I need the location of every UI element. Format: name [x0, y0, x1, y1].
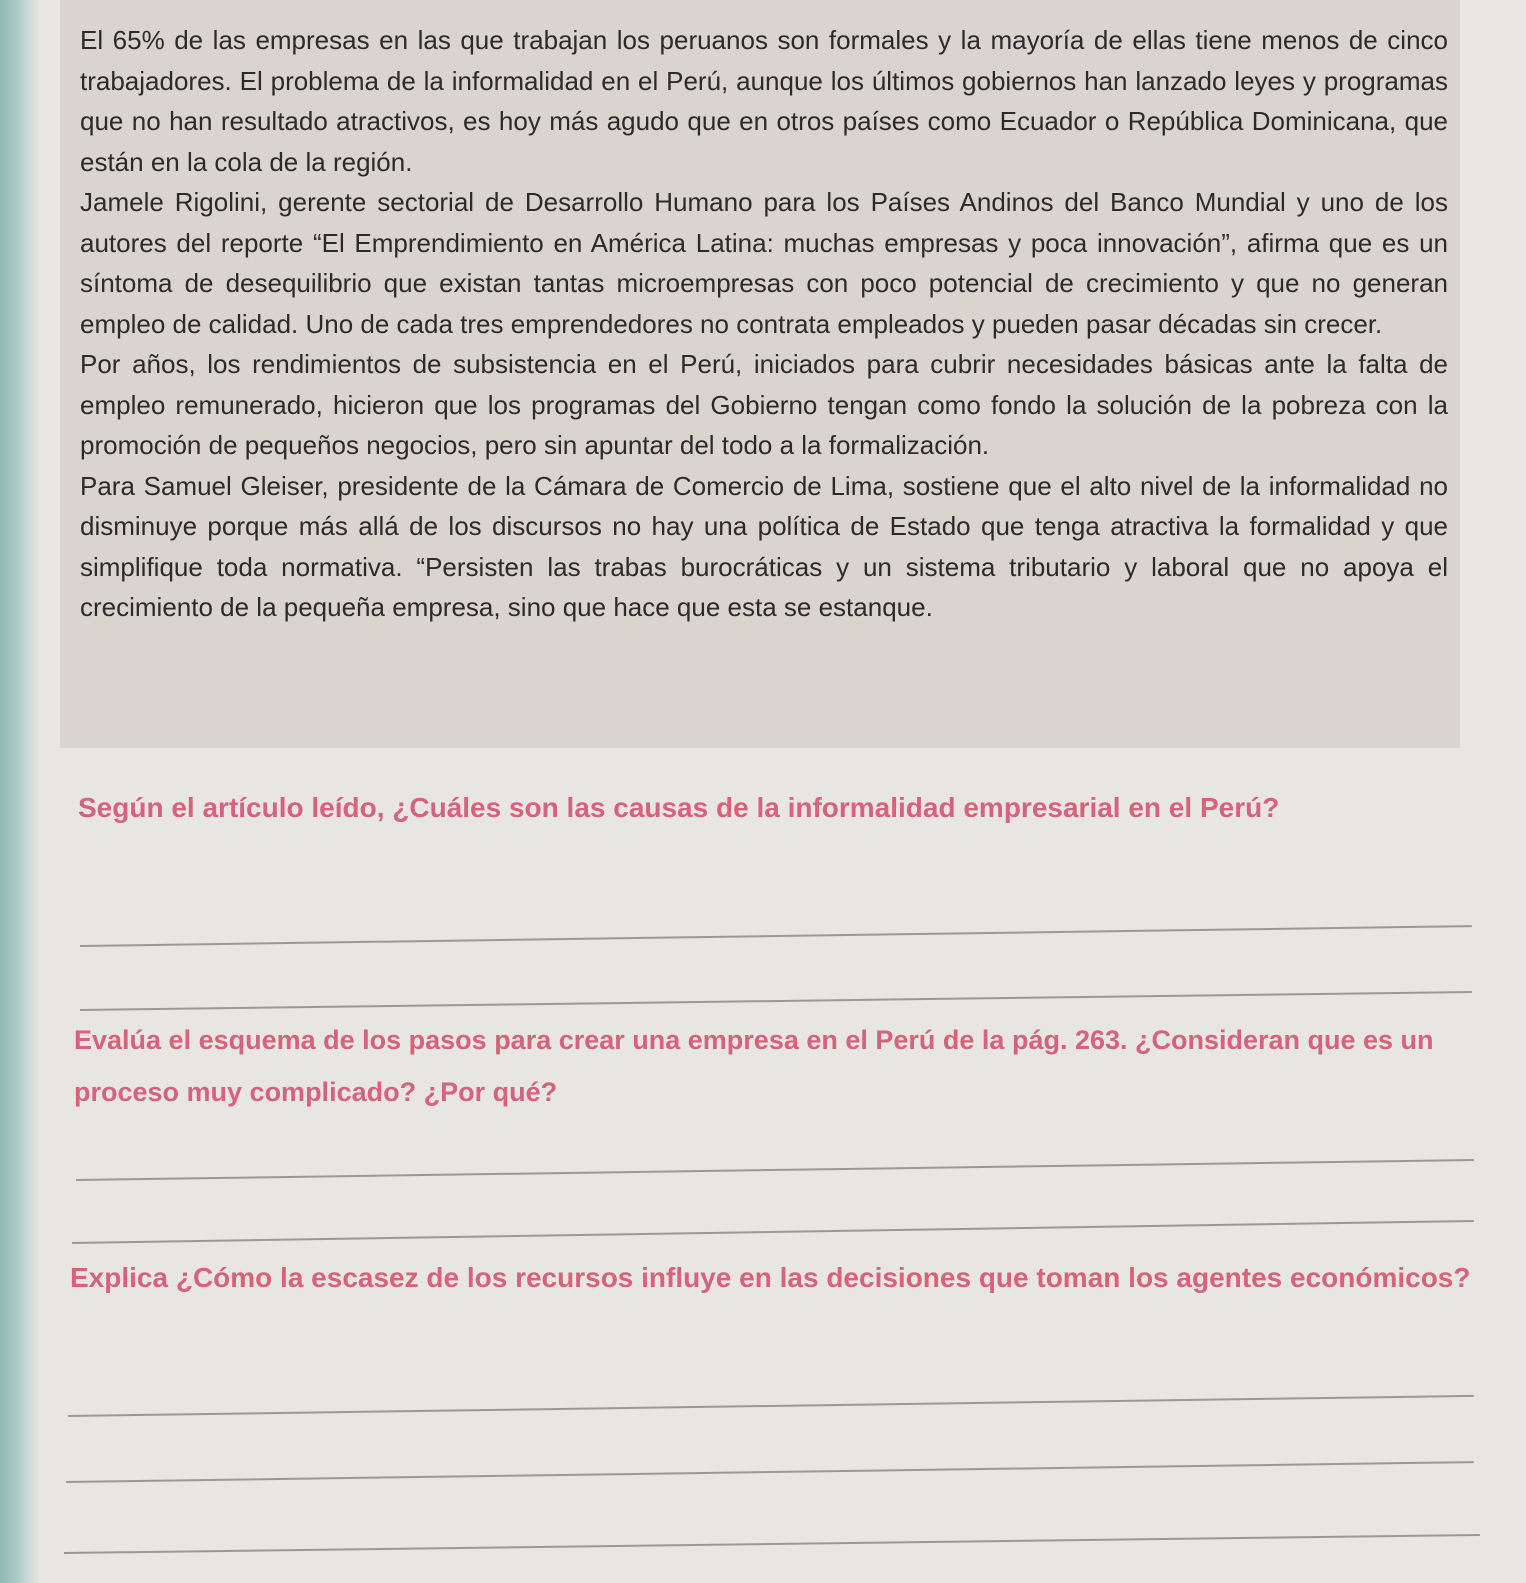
article-paragraph-1: El 65% de las empresas en las que trabajan los peruanos son formales y la mayoría de ellas tiene menos de cinco trabajadores. El problema de la informalidad en el Perú, aunque los últimos gobiernos han lanzado leyes y programas que no han resultado atractivos, es hoy más agudo que en otros países como Ecuador o República Dominicana, que están en la cola de la región. — [80, 25, 1448, 177]
page-edge-shadow — [0, 0, 40, 1583]
article-text — [80, 20, 1448, 628]
article-paragraph-3: Por años, los rendimientos de subsistencia en el Perú, iniciados para cubrir necesidades básicas ante la falta de empleo remunerado, hicieron que los programas del Gobierno tengan como fondo la solución de la pobreza con la promoción de pequeños negocios, pero sin apuntar del todo a la formalización. — [80, 349, 1448, 460]
article-paragraph-4: Para Samuel Gleiser, presidente de la Cámara de Comercio de Lima, sostiene que el alto nivel de la informalidad no disminuye porque más allá de los discursos no hay una política de Estado que tenga atractiva la formalidad y que simplifique toda normativa. “Persisten las trabas burocráticas y un sistema tributario y laboral que no apoya el crecimiento de la pequeña empresa, sino que hace que esta se estanque. — [80, 470, 1448, 622]
question-2: Evalúa el esquema de los pasos para crear una empresa en el Perú de la pág. 263. ¿Consideran que es un proceso muy complicado? ¿Por qué? — [74, 1025, 1434, 1107]
question-1: Según el artículo leído, ¿Cuáles son las causas de la informalidad empresarial en el Perú? — [78, 792, 1280, 823]
answer-line[interactable] — [68, 1395, 1474, 1417]
answer-line[interactable] — [64, 1534, 1480, 1554]
answer-line[interactable] — [72, 1220, 1474, 1244]
question-3: Explica ¿Cómo la escasez de los recursos influye en las decisiones que toman los agentes económicos? — [70, 1262, 1471, 1293]
answer-line[interactable] — [66, 1461, 1474, 1483]
article-paragraph-2: Jamele Rigolini, gerente sectorial de Desarrollo Humano para los Países Andinos del Banco Mundial y uno de los autores del reporte “El Emprendimiento en América Latina: muchas empresas y poca innovación”, afirma que es un síntoma de desequilibrio que existan tantas microempresas con poco potencial de crecimiento y que no generan empleo de calidad. Uno de cada tres emprendedores no contrata empleados y pueden pasar décadas sin crecer. — [80, 187, 1448, 339]
answer-line[interactable] — [80, 991, 1472, 1011]
answer-line[interactable] — [80, 925, 1472, 947]
answer-line[interactable] — [76, 1159, 1474, 1181]
